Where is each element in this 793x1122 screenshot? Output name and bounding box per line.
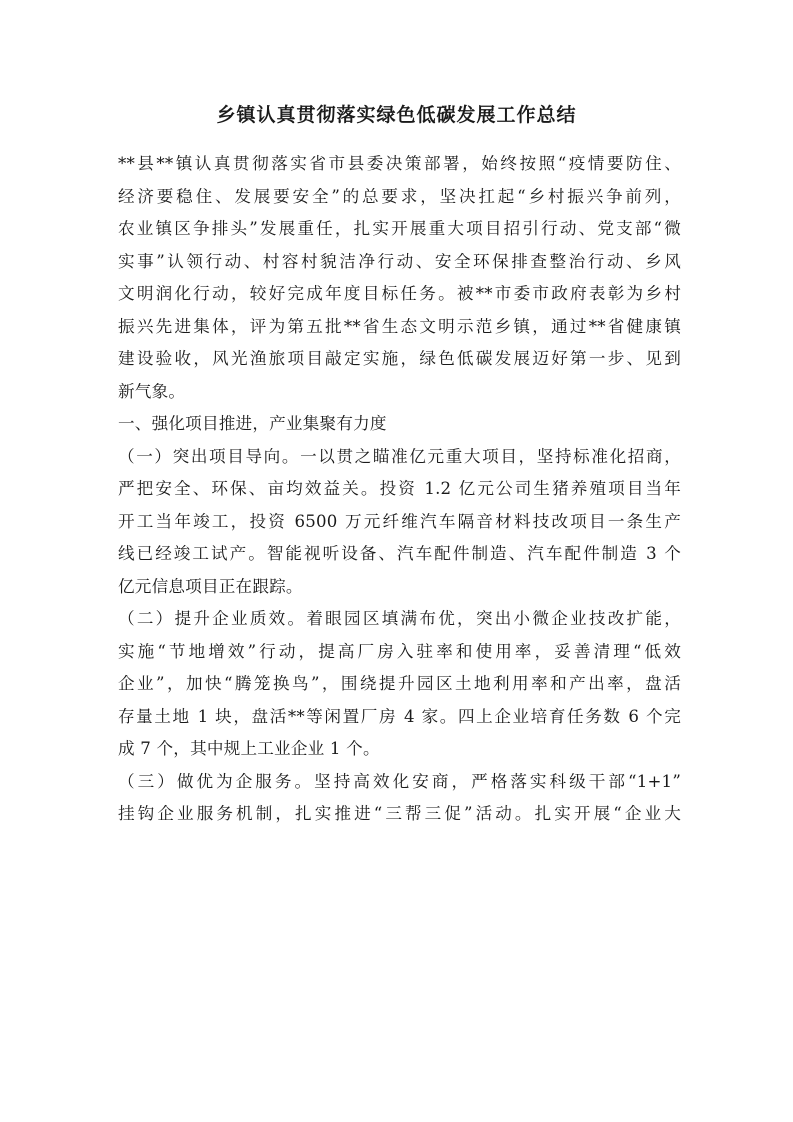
- text-line: （三）做优为企服务。坚持高效化安商，严格落实科级干部“1+1”: [118, 771, 681, 791]
- section-heading: 一、强化项目推进，产业集聚有力度: [118, 414, 387, 433]
- text-line: 实事”认领行动、村容村貌洁净行动、安全环保排查整治行动、乡风: [118, 251, 681, 271]
- text-line: 新气象。: [118, 381, 186, 401]
- text-line: 存量土地 1 块，盘活**等闲置厂房 4 家。四上企业培育任务数 6 个完: [118, 706, 681, 726]
- text-line: 线已经竣工试产。智能视听设备、汽车配件制造、汽车配件制造 3 个: [118, 544, 681, 563]
- text-line: 农业镇区争排头”发展重任，扎实开展重大项目招引行动、党支部“微: [118, 219, 681, 238]
- text-line: 文明润化行动，较好完成年度目标任务。被**市委市政府表彰为乡村: [118, 284, 681, 303]
- text-line: 经济要稳住、发展要安全”的总要求，坚决扛起“乡村振兴争前列，: [118, 186, 681, 206]
- text-line: （二）提升企业质效。着眼园区填满布优，突出小微企业技改扩能，: [118, 609, 681, 628]
- text-line: 亿元信息项目正在跟踪。: [118, 576, 303, 596]
- text-line: **县**镇认真贯彻落实省市县委决策部署，始终按照“疫情要防住、: [118, 154, 681, 173]
- text-line: 企业”，加快“腾笼换鸟”，围绕提升园区土地利用率和产出率，盘活: [118, 674, 681, 693]
- text-line: 实施“节地增效”行动，提高厂房入驻率和使用率，妥善清理“低效: [118, 641, 681, 661]
- text-line: 振兴先进集体，评为第五批**省生态文明示范乡镇，通过**省健康镇: [118, 316, 681, 336]
- text-line: 建设验收，风光渔旅项目敲定实施，绿色低碳发展迈好第一步、见到: [118, 349, 681, 368]
- text-line: 成 7 个，其中规上工业企业 1 个。: [118, 739, 380, 758]
- document-body: [118, 148, 681, 831]
- document-title: 乡镇认真贯彻落实绿色低碳发展工作总结: [216, 104, 577, 126]
- text-line: 挂钩企业服务机制，扎实推进“三帮三促”活动。扎实开展“企业大: [118, 804, 681, 823]
- text-line: 严把安全、环保、亩均效益关。投资 1.2 亿元公司生猪养殖项目当年: [118, 479, 681, 498]
- text-line: （一）突出项目导向。一以贯之瞄准亿元重大项目，坚持标准化招商，: [118, 446, 681, 466]
- text-line: 开工当年竣工，投资 6500 万元纤维汽车隔音材料技改项目一条生产: [118, 511, 681, 531]
